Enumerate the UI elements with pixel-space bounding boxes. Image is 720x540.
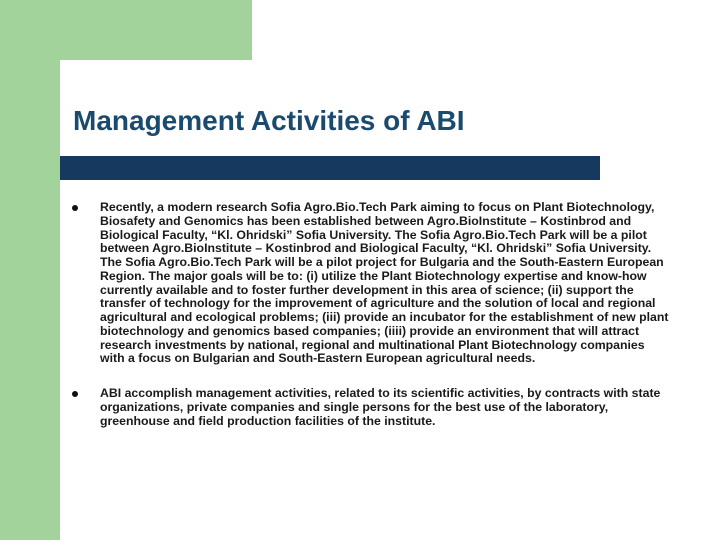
bullet-item: [72, 387, 672, 428]
bullet-item: [72, 201, 672, 366]
title-underline-bar: [60, 156, 600, 180]
bullet-text: ABI accomplish management activities, related to its scientific activities, by contracts with state organizations, private companies and single persons for the best use of the laboratory, greenhouse and field production facilities of the institute.: [100, 386, 661, 428]
bullet-dot-icon: [72, 391, 78, 397]
bullet-text: Recently, a modern research Sofia Agro.Bio.Tech Park aiming to focus on Plant Biotechnology, Biosafety and Genomics has been established between Agro.BioInstitute – Kostinbrod and Biological Faculty, “Kl. Ohridski” Sofia University. The Sofia Agro.Bio.Tech Park will be a pilot between Agro.BioInstitute – Kostinbrod and Biological Faculty, “Kl. Ohridski” Sofia University. The Sofia Agro.Bio.Tech Park will be a pilot project for Bulgaria and the South-Eastern European Region. The major goals will be to: (i) utilize the Plant Biotechnology expertise and know-how currently available and to foster further development in this area of science; (ii) support the transfer of technology for the improvement of agriculture and the solution of local and regional agricultural and ecological problems; (iii) provide an incubator for the establishment of new plant biotechnology and genomics based companies; (iiii) provide an environment that will attract research investments by national, regional and multinational Plant Biotechnology companies with a focus on Bulgarian and South-Eastern European agricultural needs.: [100, 200, 669, 366]
bullet-list: [72, 201, 672, 449]
slide-title: Management Activities of ABI: [73, 105, 465, 136]
bullet-dot-icon: [72, 205, 78, 211]
decor-green-side: [0, 0, 60, 540]
